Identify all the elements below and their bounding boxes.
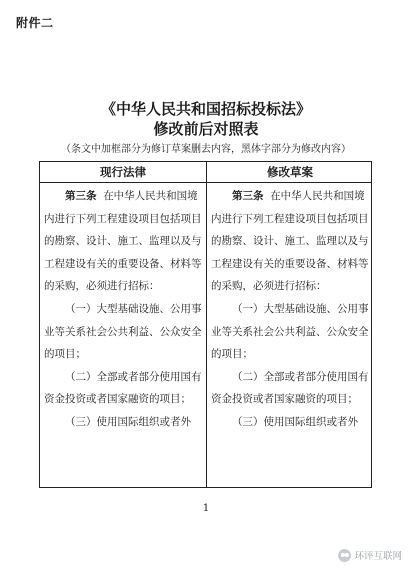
article-label: 第三条	[65, 190, 97, 202]
list-item: （一）大型基础设施、公用事业等关系社会公共利益、公众安全的项目；	[211, 302, 369, 361]
list-item: （二）全部或者部分使用国有资金投资或者国家融资的项目；	[211, 370, 369, 406]
document-title: 《中华人民共和国招标投标法》	[100, 100, 311, 118]
watermark-text: 环评互联网	[354, 551, 402, 562]
current-law-column	[44, 185, 204, 434]
revision-note: （条文中加框部分为修订草案删去内容，黑体字部分为修改内容）	[61, 144, 351, 155]
page-number: 1	[202, 503, 210, 514]
document-subtitle: 修改前后对照表	[153, 120, 259, 138]
article-paragraph	[211, 185, 371, 298]
comparison-table	[39, 161, 372, 488]
article-text: 在中华人民共和国境内进行下列工程建设项目包括项目的勘察、设计、施工、监理以及与工程建设有关的重要设备、材料等的采购，必须进行招标：	[211, 190, 369, 293]
list-item: （三）使用国际组织或者外	[232, 415, 358, 428]
source-watermark	[338, 548, 402, 562]
header-divider	[40, 182, 371, 183]
annex-label: 附件二	[16, 16, 54, 30]
header-current-law: 现行法律	[100, 165, 146, 179]
list-item: （二）全部或者部分使用国有资金投资或者国家融资的项目；	[44, 370, 202, 406]
article-paragraph	[44, 185, 204, 298]
article-text: 在中华人民共和国境内进行下列工程建设项目包括项目的勘察、设计、施工、监理以及与工程建设有关的重要设备、材料等的采购，必须进行招标：	[44, 190, 202, 293]
column-divider	[206, 162, 207, 487]
article-label: 第三条	[232, 190, 264, 202]
list-item: （一）大型基础设施、公用事业等关系社会公共利益、公众安全的项目；	[44, 302, 202, 361]
draft-amendment-column	[211, 185, 371, 434]
list-item: （三）使用国际组织或者外	[65, 415, 191, 428]
header-draft-amendment: 修改草案	[267, 165, 313, 179]
wechat-icon	[338, 549, 351, 562]
